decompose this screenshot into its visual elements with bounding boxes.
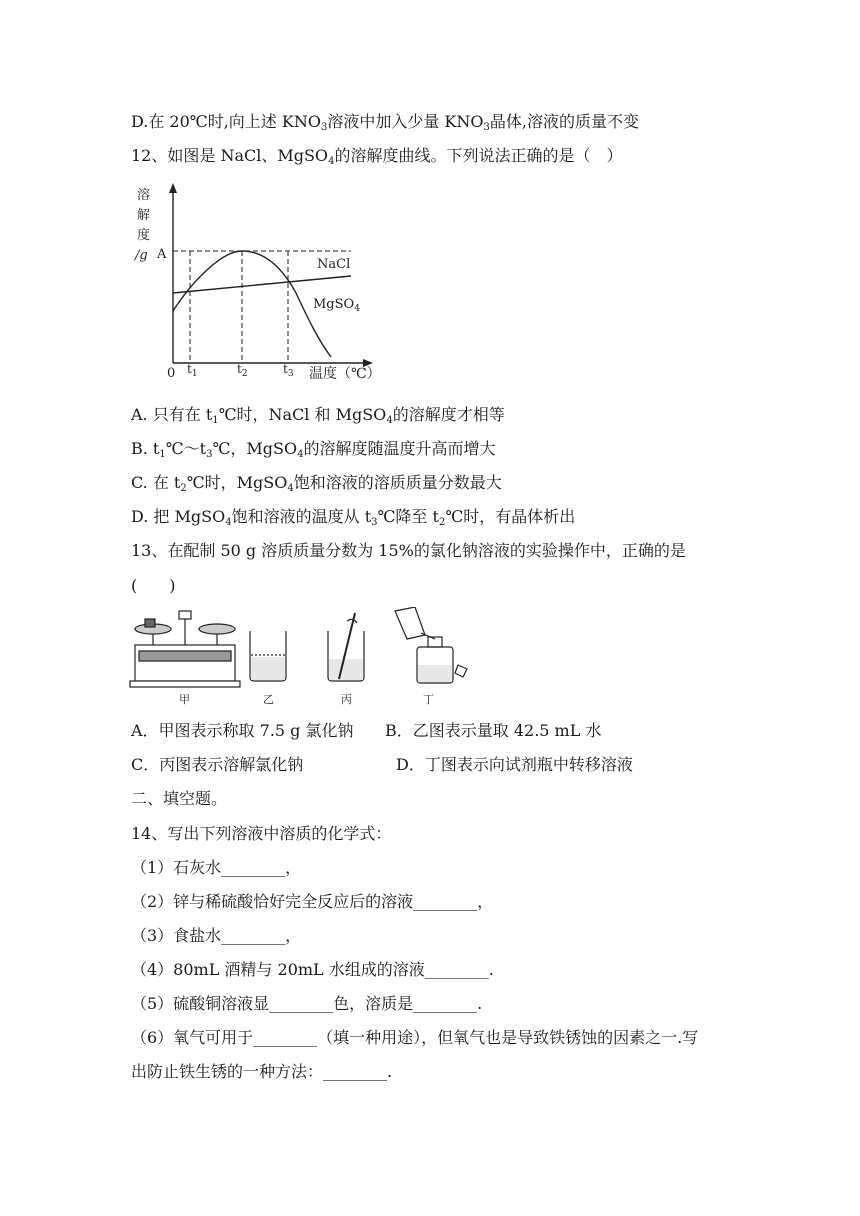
q12-option-d: D. 把 MgSO$_4$饱和溶液的温度从 $t_3℃$降至 $t_2℃$时，有晶体析出 <box>131 507 576 528</box>
q13-option-d: D．丁图表示向试剂瓶中转移溶液 <box>396 755 633 774</box>
x-axis-label: 温度（℃） <box>309 366 381 382</box>
q13-stem: 13、在配制 50 g 溶质质量分数为 15%的氯化钠溶液的实验操作中，正确的是 <box>131 541 686 560</box>
solubility-curve-chart <box>131 181 391 391</box>
q14-item-1: （1）石灰水________， <box>131 858 302 877</box>
ylabel-char: 溶 <box>137 188 151 203</box>
legend-mgso4: MgSO$_4$ <box>313 297 360 314</box>
origin-label: 0 <box>167 366 176 381</box>
q14-item-3: （3）食盐水________， <box>131 926 302 945</box>
q14-item-2: （2）锌与稀硫酸恰好完全反应后的溶液________， <box>131 892 494 911</box>
section-heading: 二、填空题。 <box>131 789 228 808</box>
q14-item-4: （4）80mL 酒精与 20mL 水组成的溶液________. <box>131 960 494 979</box>
q13-option-b: B．乙图表示量取 42.5 mL 水 <box>385 721 602 740</box>
ylabel-char: /g <box>135 248 148 263</box>
label-bing: 丙 <box>341 693 352 706</box>
label-jia: 甲 <box>179 693 190 706</box>
stirring-beaker-illustration <box>328 613 364 681</box>
beaker-illustration <box>250 631 286 681</box>
y-axis-arrow <box>169 183 177 193</box>
q14-item-6b: 出防止铁生锈的一种方法：________. <box>131 1062 393 1081</box>
q13-paren: ( ) <box>131 576 176 595</box>
ylabel-char: 度 <box>137 228 151 243</box>
q14-item-5: （5）硫酸铜溶液显________色，溶质是________. <box>131 994 483 1013</box>
q13-option-a: A．甲图表示称取 7.5 g 氯化钠 <box>131 721 354 740</box>
q12-option-c: C. 在 $t_2℃$时，MgSO$_4$饱和溶液的溶质质量分数最大 <box>131 473 502 494</box>
x-tick-label-t3: $t_3$ <box>283 362 294 379</box>
x-tick-label-t2: $t_2$ <box>237 362 248 379</box>
q12-option-b: B. $t_1℃\sim t_3℃$，MgSO$_4$的溶解度随温度升高而增大 <box>131 439 496 460</box>
apparatus-figure <box>125 607 475 707</box>
balance-illustration <box>130 611 240 687</box>
q12-option-a: A. 只有在 $t_1℃$时，NaCl 和 MgSO$_4$的溶解度才相等 <box>131 405 505 426</box>
legend-nacl: NaCl <box>317 257 351 272</box>
label-ding: 丁 <box>423 693 434 706</box>
reagent-bottle-illustration <box>395 607 467 683</box>
q13-option-c: C．丙图表示溶解氯化钠 <box>131 755 304 774</box>
q14-stem: 14、写出下列溶液中溶质的化学式： <box>131 824 392 843</box>
label-yi: 乙 <box>263 693 274 706</box>
q14-item-6a: （6）氧气可用于________（填一种用途），但氧气也是导致铁锈蚀的因素之一.写 <box>131 1028 699 1047</box>
peak-label: A <box>157 247 167 262</box>
ylabel-char: 解 <box>137 208 151 223</box>
q12-stem: 12、如图是 NaCl、MgSO$_4$的溶解度曲线。下列说法正确的是（ ） <box>131 146 623 167</box>
q11-option-d: D.在 20℃时,向上述 $KNO_3$溶液中加入少量 $KNO_3$晶体,溶液的质量不变 <box>131 112 639 133</box>
x-tick-label-t1: $t_1$ <box>187 362 198 379</box>
series-nacl-line <box>173 276 351 293</box>
series-mgso4-line <box>173 251 331 357</box>
